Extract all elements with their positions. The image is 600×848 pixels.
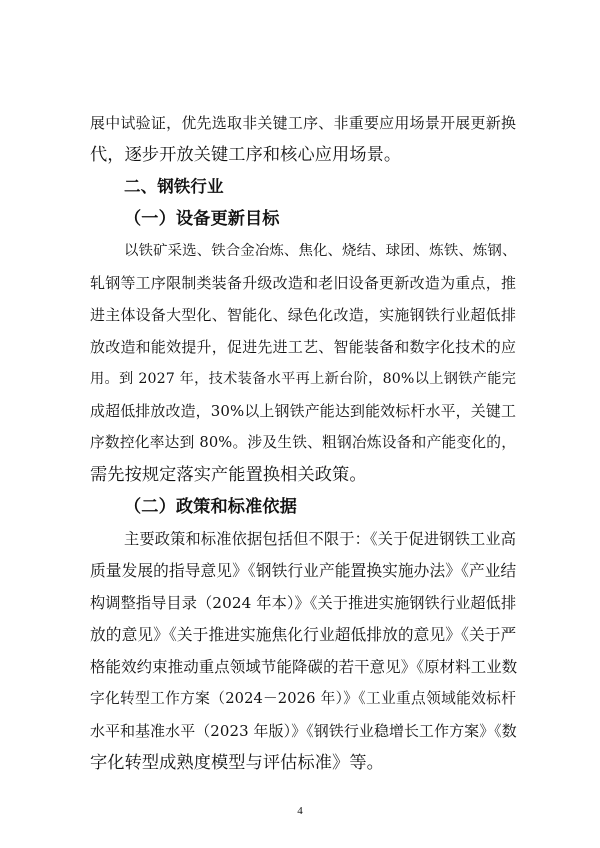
section-heading: 二、钢铁行业 bbox=[124, 177, 224, 196]
paragraph-line: 成超低排放改造，30%以上钢铁产能达到能效标杆水平，关键工 bbox=[90, 402, 516, 420]
paragraph-line: 轧钢等工序限制类装备升级改造和老旧设备更新改造为重点，推 bbox=[90, 274, 516, 292]
paragraph-line: 需先按规定落实产能置换相关政策。 bbox=[90, 465, 367, 485]
paragraph-line: 格能效约束推动重点领域节能降碳的若干意见》《原材料工业数 bbox=[90, 658, 518, 676]
paragraph-line: 用。到 2027 年，技术装备水平再上新台阶，80%以上钢铁产能完 bbox=[90, 371, 516, 387]
paragraph-line: 字化转型工作方案（2024－2026 年）》《工业重点领域能效标杆 bbox=[90, 690, 516, 707]
subsection-heading: （一）设备更新目标 bbox=[124, 209, 280, 229]
paragraph-line: 水平和基准水平（2023 年版）》《钢铁行业稳增长工作方案》《数 bbox=[90, 722, 517, 740]
paragraph-line: 字化转型成熟度模型与评估标准》等。 bbox=[90, 753, 384, 773]
subsection-heading: （二）政策和标准依据 bbox=[124, 497, 297, 517]
paragraph-line: 序数控化率达到 80%。涉及生铁、粗钢冶炼设备和产能变化的， bbox=[90, 434, 516, 451]
paragraph-line: 进主体设备大型化、智能化、绿色化改造，实施钢铁行业超低排 bbox=[90, 306, 516, 324]
page-number: 4 bbox=[297, 805, 303, 817]
paragraph-line: 展中试验证，优先选取非关键工序、非重要应用场景开展更新换 bbox=[90, 114, 516, 132]
paragraph-line: 以铁矿采选、铁合金冶炼、焦化、烧结、球团、炼铁、炼钢、 bbox=[124, 243, 517, 259]
paragraph-line: 质量发展的指导意见》《钢铁行业产能置换实施办法》《产业结 bbox=[90, 561, 517, 580]
paragraph-line: 放改造和能效提升，促进先进工艺、智能装备和数字化技术的应 bbox=[90, 338, 516, 356]
paragraph-line: 代，逐步开放关键工序和核心应用场景。 bbox=[90, 145, 402, 165]
paragraph-line: 构调整指导目录（2024 年本）》《关于推进实施钢铁行业超低排 bbox=[90, 594, 517, 612]
paragraph-line: 放的意见》《关于推进实施焦化行业超低排放的意见》《关于严 bbox=[90, 625, 517, 644]
paragraph-line: 主要政策和标准依据包括但不限于：《关于促进钢铁工业高 bbox=[124, 530, 516, 548]
